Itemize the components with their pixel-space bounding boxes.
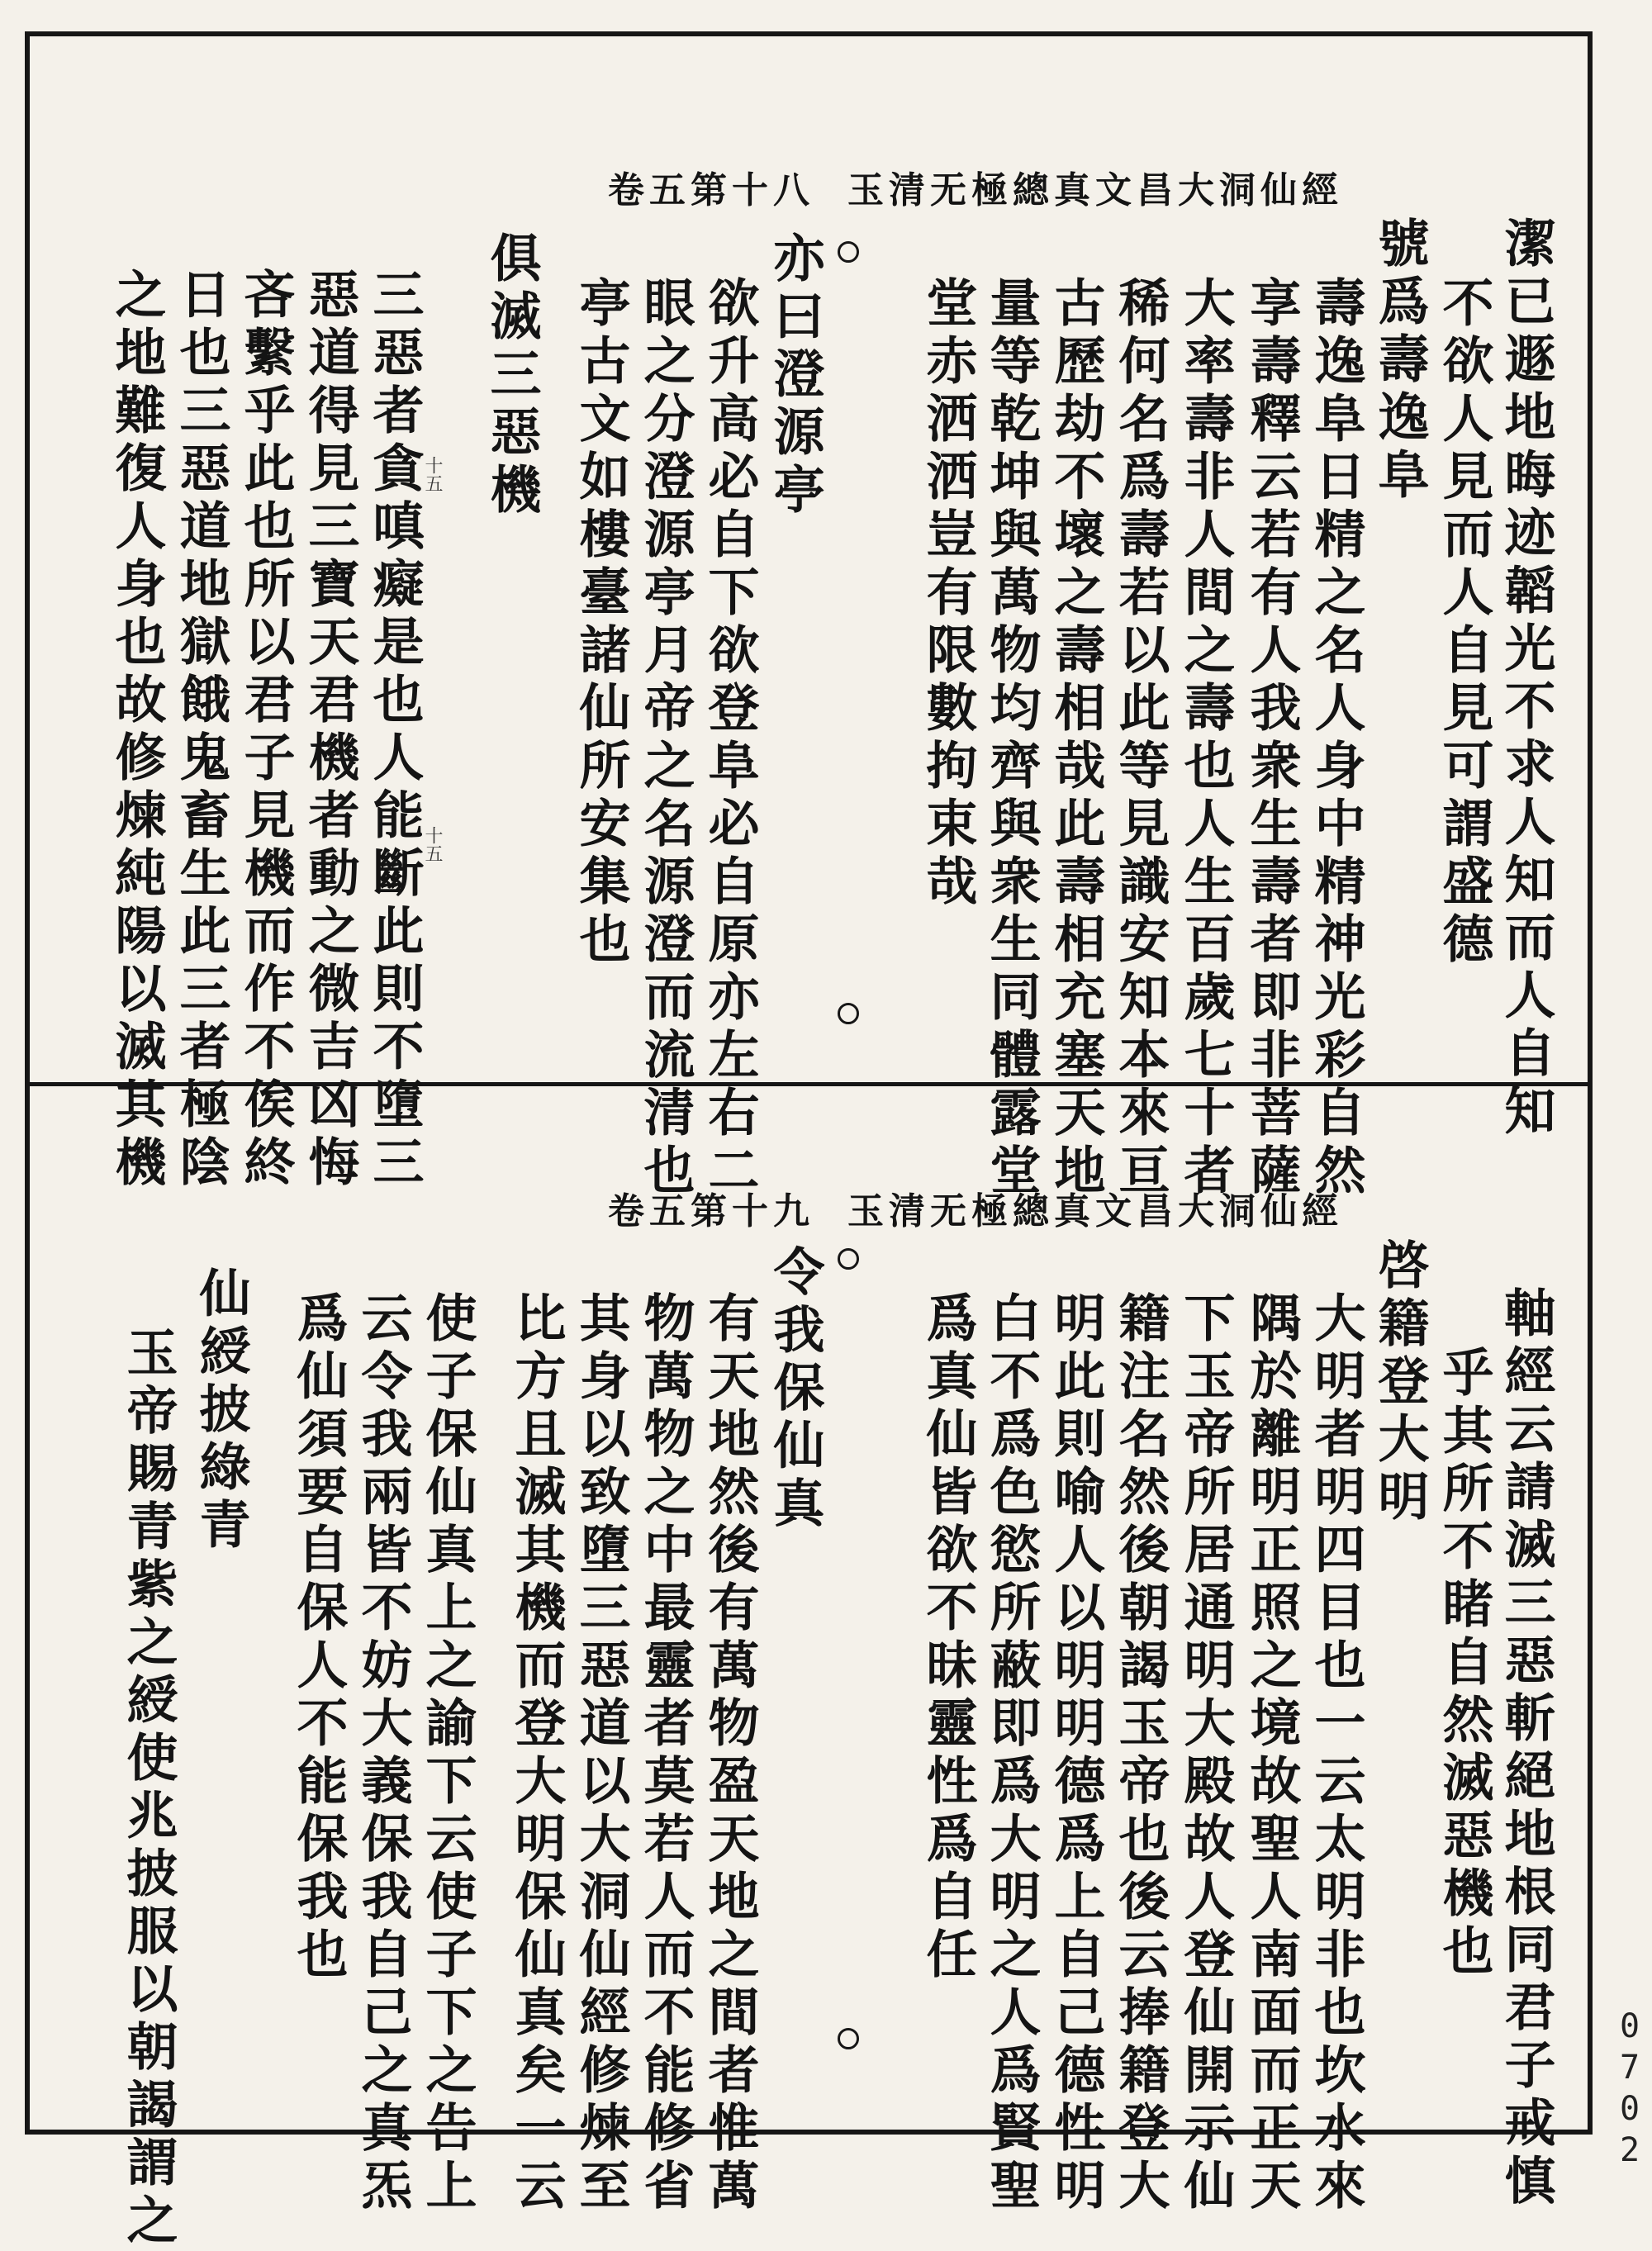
text-column: 大明者明四目也一云太明非也坎水來: [1306, 1291, 1366, 2216]
text-column: 爲真仙皆欲不昧靈性爲自任: [918, 1291, 978, 1985]
text-column: 稀何名爲壽若以此等見識安知本來亘: [1110, 276, 1170, 1201]
entry-heading: 號爲壽逸阜: [1370, 216, 1430, 506]
text-column: 使子保仙真上之諭下云使子下之告上: [417, 1291, 477, 2216]
text-column: 惡道得見三寶天君機者動之微吉凶悔: [300, 268, 360, 1193]
text-column: 下玉帝所居通明大殿故人登仙開示仙: [1175, 1291, 1236, 2216]
text-column: 享壽釋云若有人我衆生壽者即非菩薩: [1241, 276, 1302, 1201]
text-column: 其身以致墮三惡道以大洞仙經修煉至: [571, 1291, 631, 2216]
entry-heading: 令我保仙真: [765, 1245, 825, 1534]
text-column: 物萬物之中最靈者莫若人而不能修省: [635, 1291, 695, 2216]
text-column: 有天地然後有萬物盈天地之間者惟萬: [700, 1291, 760, 2216]
text-column: 之地難復人身也故修煉純陽以滅其機: [107, 268, 167, 1193]
marginal-note: 十五: [422, 456, 443, 492]
page-number: 0702: [1611, 2007, 1649, 2173]
text-column: 吝繫乎此也所以君子見機而作不俟終: [235, 268, 296, 1193]
text-column: 云令我兩皆不妨大義保我自己之真炁: [353, 1291, 413, 2216]
text-column: 壽逸阜日精之名人身中精神光彩自然: [1306, 276, 1366, 1201]
circle-marker: [838, 1003, 859, 1024]
entry-heading: 仙綬披綠青: [191, 1266, 251, 1555]
text-column: 隅於離明正照之境故聖人南面而正天: [1241, 1291, 1302, 2216]
top-page-panel: [30, 36, 1588, 1201]
top-header-title: 玉清无極總真文昌大洞仙經: [847, 169, 1343, 211]
text-column: 眼之分澄源亭月帝之名源澄而流清也: [635, 276, 695, 1201]
circle-marker: [838, 241, 859, 263]
text-column: 日也三惡道地獄餓鬼畜生此三者極陰: [171, 268, 231, 1193]
entry-heading: 俱滅三惡機: [482, 231, 542, 520]
circle-marker: [838, 2028, 859, 2049]
bottom-header-juan: 卷五第十九: [608, 1190, 814, 1232]
text-column: 不欲人見而人自見可謂盛德: [1434, 276, 1494, 970]
text-column: 白不爲色慾所蔽即爲大明之人爲賢聖: [981, 1291, 1042, 2216]
text-column: 潔已遯地晦迹韜光不求人知而人自知: [1496, 216, 1556, 1142]
top-running-header: [30, 166, 1588, 216]
text-column: 三惡者貪嗔癡是也人能斷此則不墮三: [364, 268, 425, 1193]
bottom-page-panel: [30, 1086, 1588, 2251]
text-column: 爲仙須要自保人不能保我也: [288, 1291, 349, 1985]
text-column: 比方且滅其機而登大明保仙真矣一云: [506, 1291, 567, 2216]
text-column: 乎其所不睹自然滅惡機也: [1434, 1346, 1494, 1982]
entry-heading: 亦曰澄源亭: [765, 231, 825, 520]
circle-marker: [838, 1248, 859, 1270]
bottom-running-header: [30, 1187, 1588, 1237]
text-column: 古歷劫不壞之壽相哉此壽相充塞天地: [1046, 276, 1106, 1201]
text-column: 籍注名然後朝謁玉帝也後云捧籍登大: [1110, 1291, 1170, 2216]
text-column: 亭古文如樓臺諸仙所安集也: [571, 276, 631, 970]
marginal-note: 十五: [422, 826, 443, 862]
bottom-header-title: 玉清无極總真文昌大洞仙經: [847, 1190, 1343, 1232]
text-column: 量等乾坤與萬物均齊與衆生同體露堂: [981, 276, 1042, 1201]
text-column: 欲升高必自下欲登阜必自原亦左右二: [700, 276, 760, 1201]
text-column: 大率壽非人間之壽也人生百歲七十者: [1175, 276, 1236, 1201]
text-column: 堂赤洒洒豈有限數拘束哉: [918, 276, 978, 912]
text-column: 明此則喻人以明明德爲上自己德性明: [1046, 1291, 1106, 2216]
top-header-juan: 卷五第十八: [608, 169, 814, 211]
text-column: 玉帝賜青紫之綬使兆披服以朝謁謂之: [118, 1326, 178, 2251]
entry-heading: 啓籍登大明: [1370, 1238, 1430, 1527]
text-column: 軸經云請滅三惡斬絕地根同君子戒慎: [1496, 1286, 1556, 2211]
